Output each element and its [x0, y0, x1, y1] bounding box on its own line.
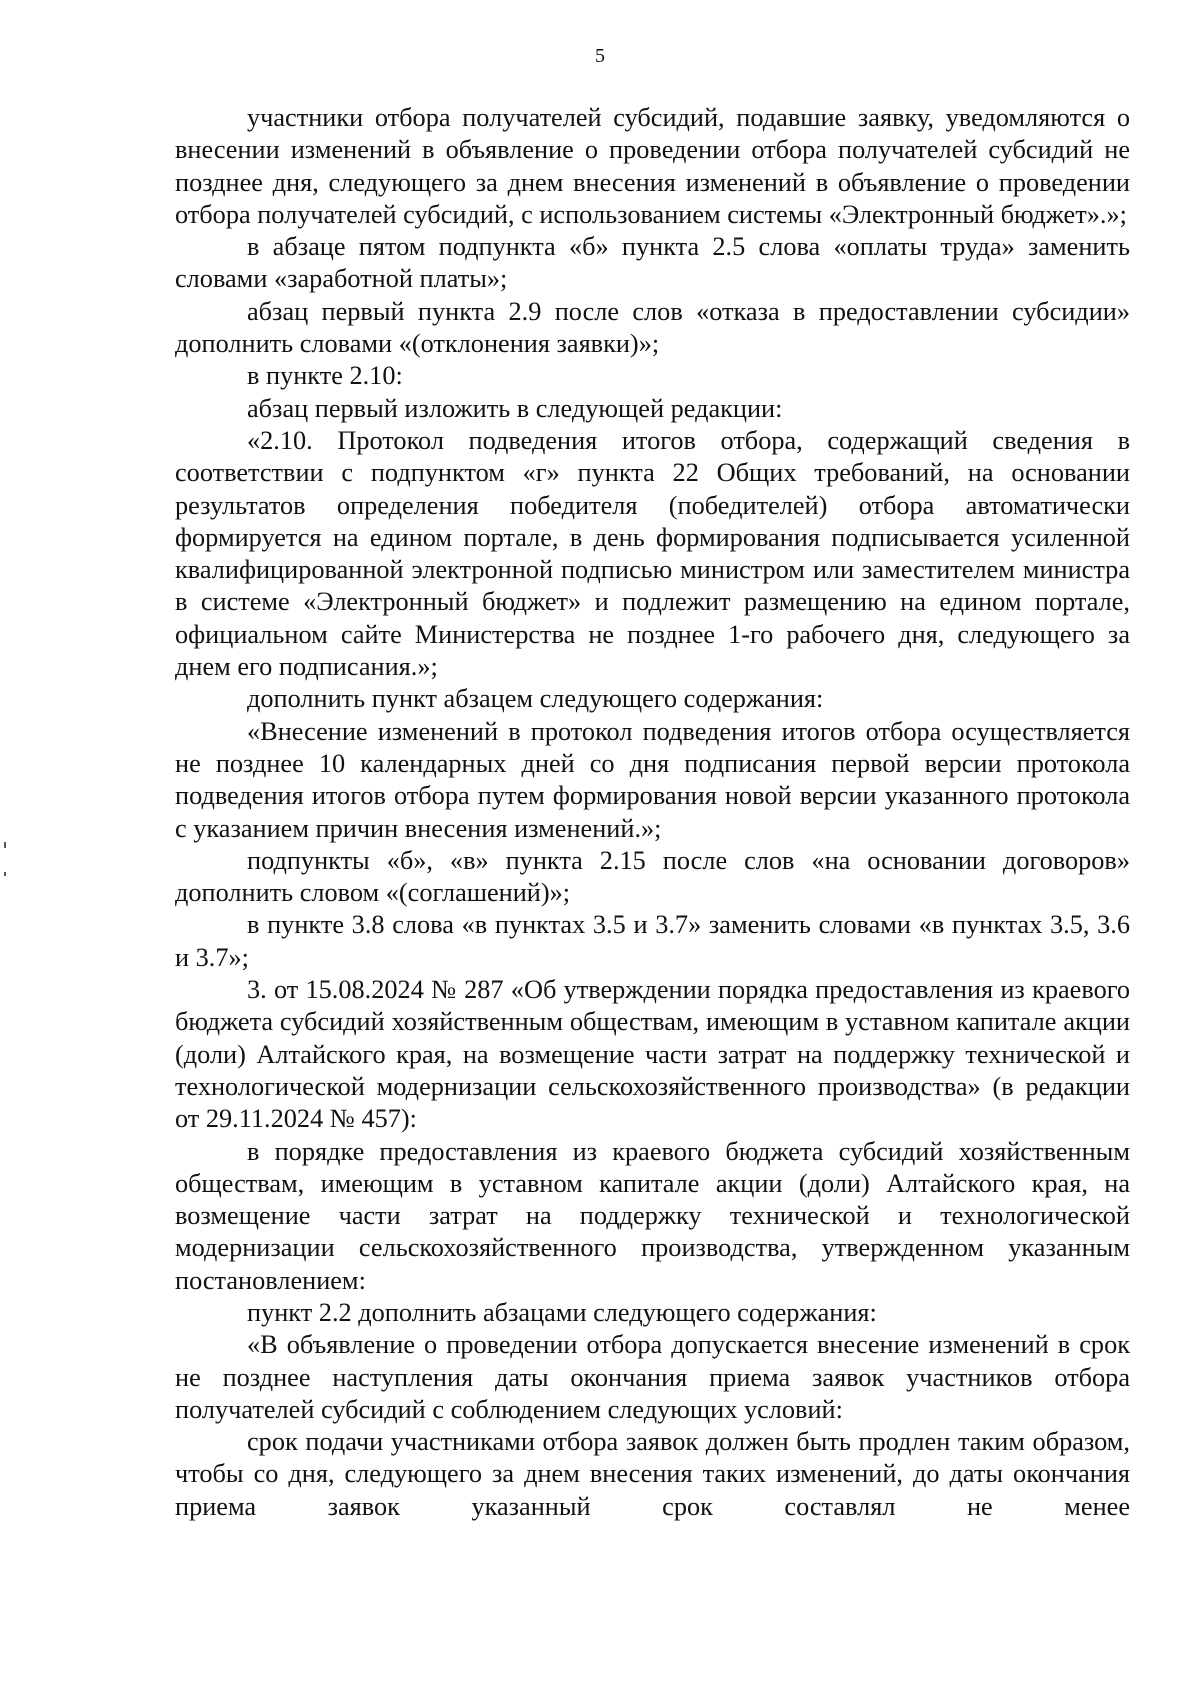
paragraph: абзац первый изложить в следующей редакции: — [247, 393, 783, 423]
paragraph: подпункты «б», «в» пункта 2.15 после слов «на основании договоров» дополнить словом «(соглашений)»; — [175, 845, 1130, 908]
paragraph: 3. от 15.08.2024 № 287 «Об утверждении порядка предоставления из краевого бюджета субсидий хозяйственным обществам, имеющим в уставном капитале акции (доли) Алтайского края, на возмещение части затрат на поддержку технической и технологической модернизации сельскохозяйственного производства» (в редакции от 29.11.2024 № 457): — [175, 975, 1130, 1134]
paragraph: пункт 2.2 дополнить абзацами следующего содержания: — [247, 1297, 877, 1327]
paragraph: «2.10. Протокол подведения итогов отбора, содержащий сведения в соответствии с подпунктом «г» пункта 22 Общих требований, на основании результатов определения победителя (победителей) отбора автоматически формируется на едином портале, в день формирования подписывается усиленной квалифицированной электронной подписью министром или заместителем министра в системе «Электронный бюджет» и подлежит размещению на едином портале, официальном сайте Министерства не позднее 1-го рабочего дня, следующего за днем его подписания.»; — [175, 425, 1130, 682]
left-margin-mark — [4, 842, 6, 848]
paragraph: дополнить пункт абзацем следующего содержания: — [247, 684, 824, 714]
paragraph: «В объявление о проведении отбора допускается внесение изменений в срок не позднее наступления даты окончания приема заявок участников отбора получателей субсидий с соблюдением следующих условий: — [175, 1330, 1130, 1424]
paragraph: в пункте 2.10: — [247, 361, 403, 391]
document-body — [175, 102, 1130, 1523]
page-number: 5 — [595, 45, 605, 67]
paragraph: в пункте 3.8 слова «в пунктах 3.5 и 3.7» заменить словами «в пунктах 3.5, 3.6 и 3.7»; — [175, 910, 1130, 972]
paragraph: в порядке предоставления из краевого бюджета субсидий хозяйственным обществам, имеющим в уставном капитале акции (доли) Алтайского края, на возмещение части затрат на поддержку технической и технологической модернизации сельскохозяйственного производства, утвержденном указанным постановлением: — [175, 1136, 1130, 1295]
paragraph: «Внесение изменений в протокол подведения итогов отбора осуществляется не позднее 10 календарных дней со дня подписания первой версии протокола подведения итогов отбора путем формирования новой версии указанного протокола с указанием причин внесения изменений.»; — [175, 716, 1130, 843]
paragraph: в абзаце пятом подпункта «б» пункта 2.5 слова «оплаты труда» заменить словами «заработной платы»; — [175, 232, 1130, 294]
paragraph: абзац первый пункта 2.9 после слов «отказа в предоставлении субсидии» дополнить словами «(отклонения заявки)»; — [175, 296, 1130, 359]
paragraph: участники отбора получателей субсидий, подавшие заявку, уведомляются о внесении изменений в объявление о проведении отбора получателей субсидий не позднее дня, следующего за днем внесения изменений в объявление о проведении отбора получателей субсидий, с использованием системы «Электронный бюджет».»; — [175, 103, 1130, 229]
paragraph: срок подачи участниками отбора заявок должен быть продлен таким образом, чтобы со дня, следующего за днем внесения таких изменений, до даты окончания приема заявок указанный срок составлял не менее — [175, 1427, 1130, 1521]
left-margin-mark — [4, 872, 6, 876]
